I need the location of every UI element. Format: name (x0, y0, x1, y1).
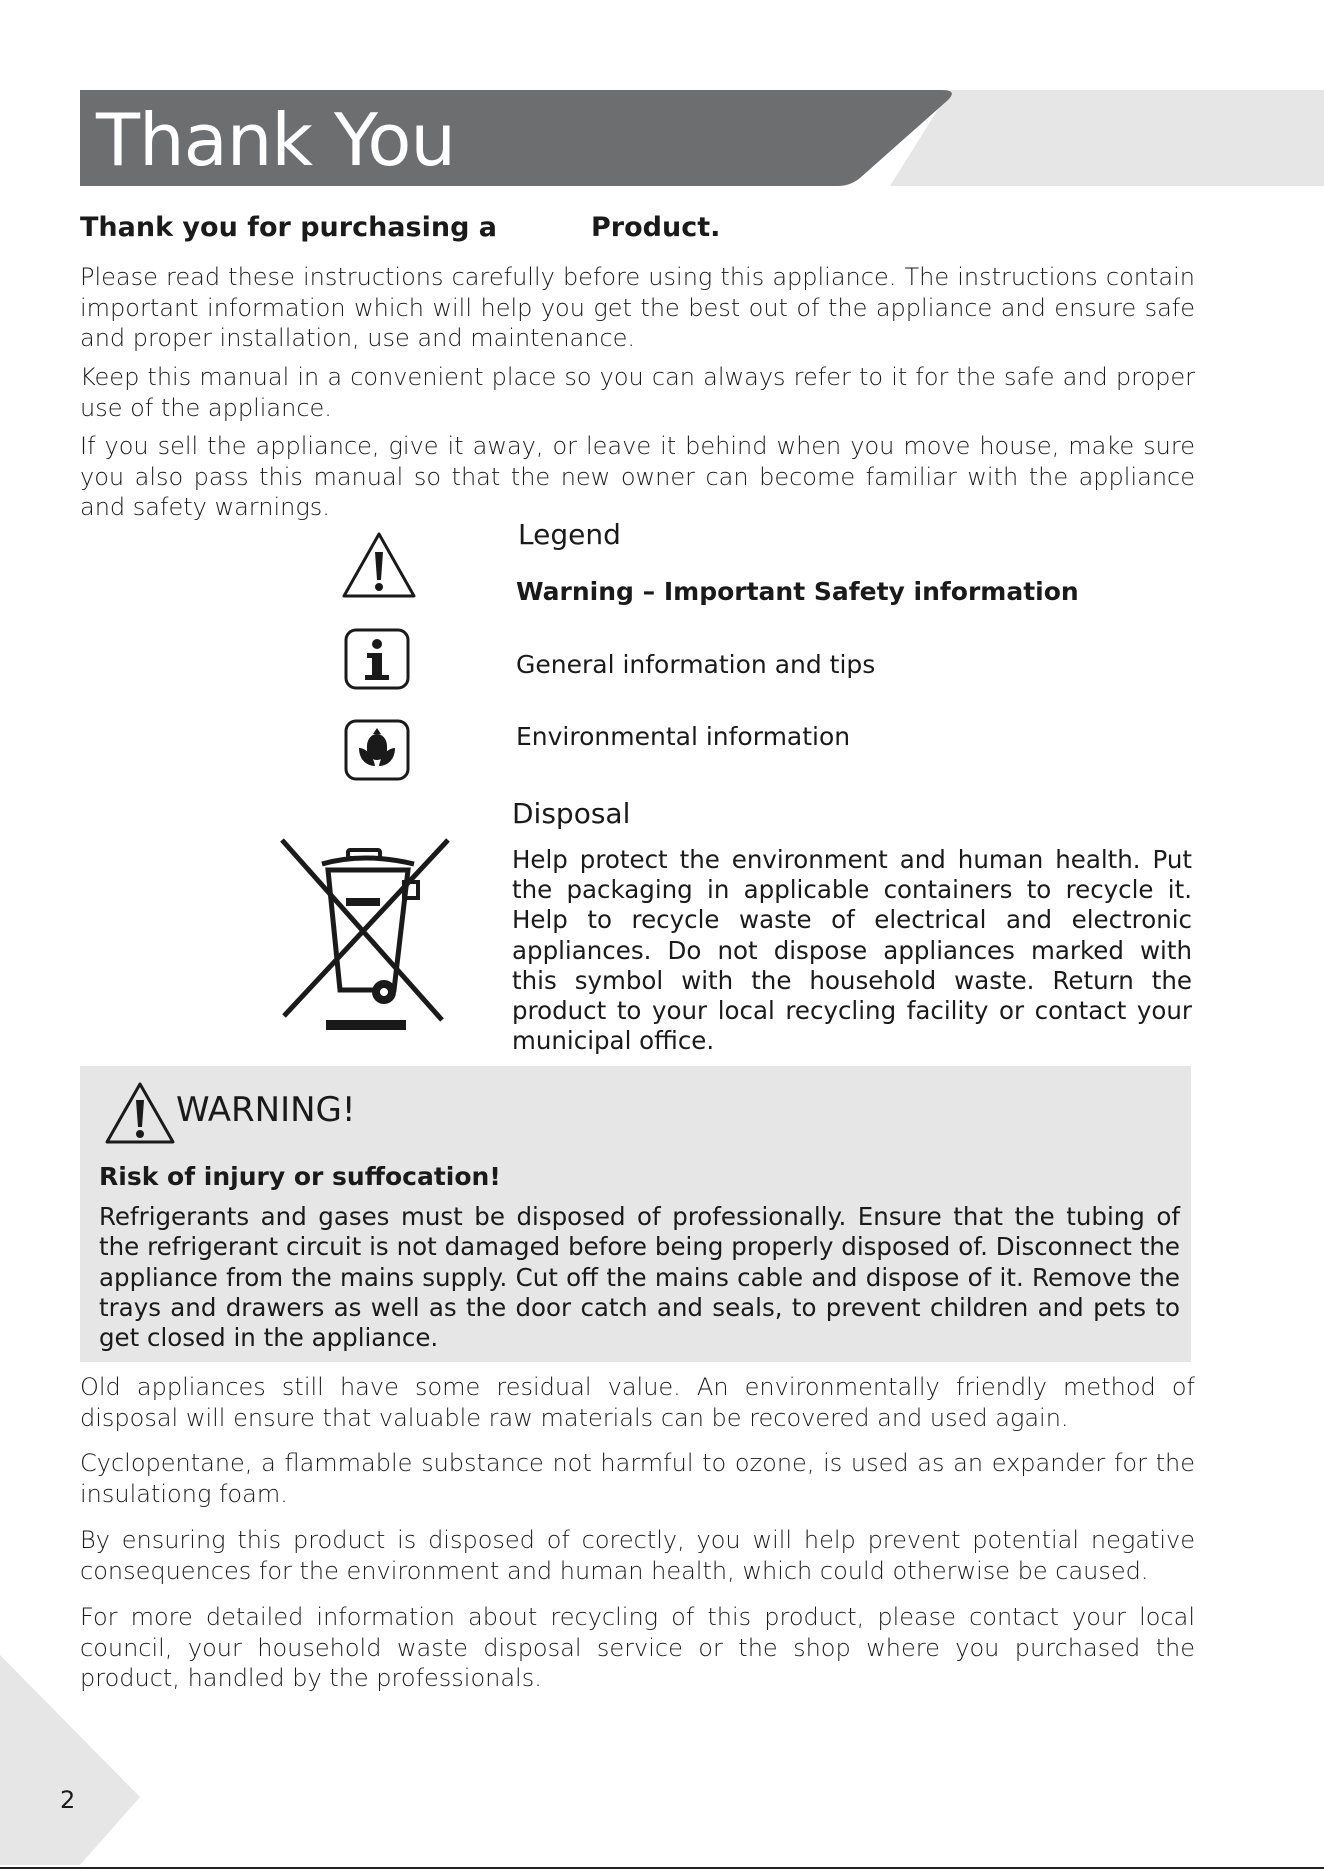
warning-triangle-icon (104, 1080, 176, 1146)
warning-text: Refrigerants and gases must be disposed of professionally. Ensure that the tubing of the refrigerant circuit is not damaged before being properly disposed of. Disconnect the appliance from the mains supply. Cut off the mains cable and dispose of it. Remove the trays and drawers as well as the door catch and seals, to prevent children and pets to get closed in the appliance. (99, 1202, 1180, 1353)
legend-title: Legend (518, 518, 621, 551)
bottom-rule (0, 1867, 1324, 1869)
crossed-out-wheelie-bin-icon (278, 838, 453, 1033)
info-icon (343, 627, 411, 691)
page-number: 2 (60, 1786, 76, 1814)
warning-triangle-icon (340, 530, 418, 600)
legend-environment-text: Environmental information (516, 722, 851, 751)
warning-title: WARNING! (176, 1090, 356, 1130)
warning-subtitle: Risk of injury or suffocation! (99, 1162, 501, 1191)
disposal-title: Disposal (512, 797, 631, 830)
closing-paragraph: Old appliances still have some residual value. An environmentally friendly method of disposal will ensure that valuable raw materials can be recovered and used again. (80, 1373, 1195, 1432)
page-corner-decoration (0, 1655, 145, 1865)
closing-paragraph: For more detailed information about recycling of this product, please contact your local council, your household waste disposal service or the shop where you purchased the product, handled by the professionals. (80, 1603, 1195, 1692)
intro-paragraph: If you sell the appliance, give it away, or leave it behind when you move house, make sure you also pass this manual so that the new owner can become familiar with the appliance and safety warnings. (80, 432, 1195, 521)
closing-paragraph: By ensuring this product is disposed of corectly, you will help prevent potential negative consequences for the environment and human health, which could otherwise be caused. (80, 1526, 1195, 1585)
intro-paragraph: Keep this manual in a convenient place so you can always refer to it for the safe and proper use of the appliance. (80, 363, 1195, 422)
closing-paragraph: Cyclopentane, a flammable substance not harmful to ozone, is used as an expander for the insulationg foam. (80, 1449, 1195, 1508)
page-title: Thank You (96, 98, 456, 182)
environment-icon (343, 718, 411, 782)
intro-subtitle: Thank you for purchasing a Product. (80, 212, 721, 243)
legend-general-text: General information and tips (516, 650, 876, 679)
intro-paragraph: Please read these instructions carefully before using this appliance. The instructions contain important information which will help you get the best out of the appliance and ensure safe and proper installation, use and maintenance. (80, 263, 1195, 352)
disposal-text: Help protect the environment and human health. Put the packaging in applicable containers to recycle it. Help to recycle waste of electrical and electronic appliances. Do not dispose appliances marked with this symbol with the household waste. Return the product to your local recycling facility or contact your municipal office. (512, 845, 1192, 1056)
legend-warning-text: Warning – Important Safety information (516, 577, 1079, 606)
